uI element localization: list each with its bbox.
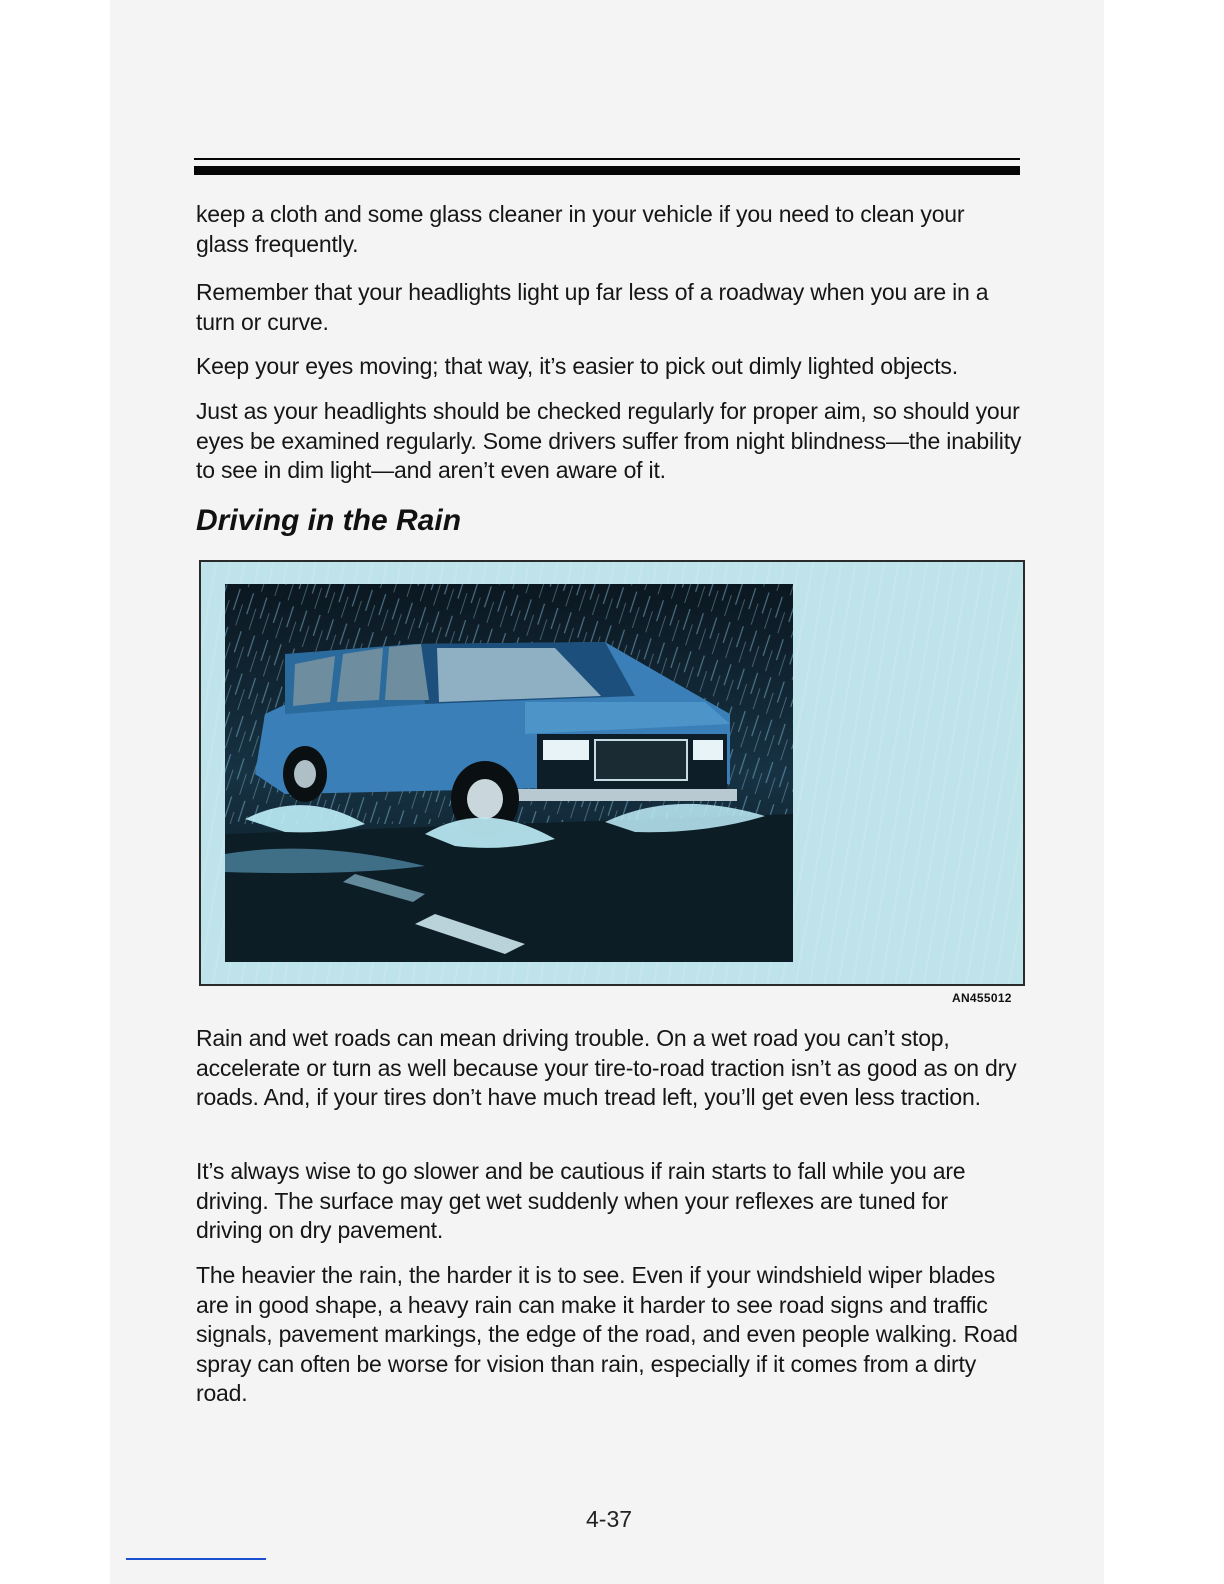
paragraph-clean-glass xyxy=(196,200,1026,259)
paragraph-text: Rain and wet roads can mean driving trouble. On a wet road you can’t stop, accelerate or turn as well because your tire-to-road traction isn’t as good as on dry roads. And, if your tires don’t have much tread left, you’ll get even less traction. xyxy=(196,1025,1017,1110)
paragraph-text: keep a cloth and some glass cleaner in your vehicle if you need to clean your glass frequently. xyxy=(196,201,965,257)
section-heading: Driving in the Rain xyxy=(196,504,462,537)
page-number: 4-37 xyxy=(586,1506,633,1532)
figure-code: AN455012 xyxy=(952,991,1012,1005)
manual-page xyxy=(110,0,1104,1584)
paragraph-text: It’s always wise to go slower and be cautious if rain starts to fall while you are driving. The surface may get wet suddenly when your reflexes are tuned for driving on dry pavement. xyxy=(196,1158,966,1243)
header-rule-thin xyxy=(194,158,1020,160)
bottom-link-underline[interactable] xyxy=(126,1558,266,1560)
paragraph-eyes-moving xyxy=(196,352,1026,382)
rain-truck-illustration xyxy=(225,584,793,962)
paragraph-text: The heavier the rain, the harder it is to see. Even if your windshield wiper blades are in good shape, a heavy rain can make it harder to see road signs and traffic signals, pavement markings, the edge of the road, and even people walking. Road spray can often be worse for vision than rain, especially if it comes from a dirty road. xyxy=(196,1262,1018,1406)
paragraph-go-slower xyxy=(196,1157,1026,1246)
paragraph-heavier-rain xyxy=(196,1261,1026,1409)
paragraph-wet-roads xyxy=(196,1024,1026,1113)
header-rule-thick xyxy=(194,166,1020,175)
figure-frame xyxy=(199,560,1025,986)
paragraph-night-blindness xyxy=(196,397,1026,486)
paragraph-text: Just as your headlights should be checked regularly for proper aim, so should your eyes be examined regularly. Some drivers suffer from night blindness—the inability to see in dim light—and aren’t even aware of it. xyxy=(196,398,1022,483)
paragraph-headlights-turn xyxy=(196,278,1026,337)
paragraph-text: Keep your eyes moving; that way, it’s easier to pick out dimly lighted objects. xyxy=(196,353,958,379)
truck-in-rain-graphic xyxy=(225,584,793,962)
paragraph-text: Remember that your headlights light up far less of a roadway when you are in a turn or curve. xyxy=(196,279,989,335)
